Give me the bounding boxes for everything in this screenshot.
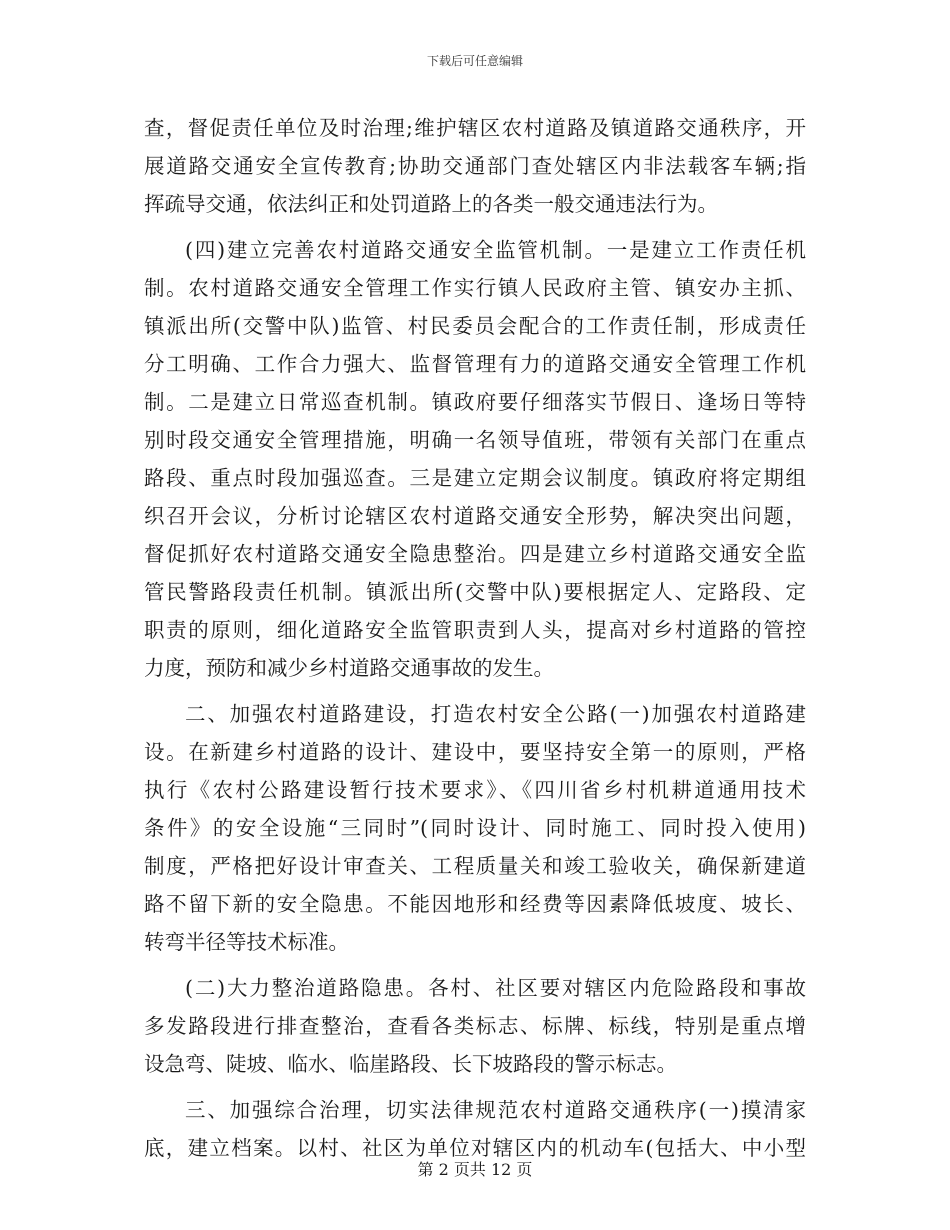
text-line: 设急弯、陡坡、临水、临崖路段、长下坡路段的警示标志。 — [144, 1052, 677, 1076]
document-body — [144, 109, 806, 1167]
text-line: 织召开会议，分析讨论辖区农村道路交通安全形势，解决突出问题， — [144, 504, 806, 528]
paragraph — [144, 1091, 806, 1167]
text-line: 制。农村道路交通安全管理工作实行镇人民政府主管、镇安办主抓、 — [144, 276, 806, 300]
text-line: 设。在新建乡村道路的设计、建设中，要坚持安全第一的原则，严格 — [144, 740, 806, 764]
text-line: 职责的原则，细化道路安全监管职责到人头，提高对乡村道路的管控 — [144, 618, 806, 642]
page-header: 下载后可任意编辑 — [426, 54, 523, 68]
text-line: 分工明确、工作合力强大、监督管理有力的道路交通安全管理工作机 — [144, 352, 806, 376]
page-number: 第 2 页共 12 页 — [417, 1160, 533, 1179]
text-line: 执行《农村公路建设暂行技术要求》、《四川省乡村机耕道通用技术 — [144, 778, 806, 802]
paragraph — [144, 969, 806, 1083]
paragraph — [144, 695, 806, 961]
text-line: 镇派出所(交警中队)监管、村民委员会配合的工作责任制，形成责任 — [144, 314, 806, 338]
text-line: 多发路段进行排查整治，查看各类标志、标牌、标线，特别是重点增 — [144, 1014, 806, 1038]
text-line: 制。二是建立日常巡查机制。镇政府要仔细落实节假日、逢场日等特 — [144, 390, 806, 414]
text-line: 条件》的安全设施“三同时”(同时设计、同时施工、同时投入使用) — [144, 816, 806, 840]
paragraph — [144, 231, 806, 687]
text-line: (四)建立完善农村道路交通安全监管机制。一是建立工作责任机 — [185, 238, 806, 262]
text-line: 路段、重点时段加强巡查。三是建立定期会议制度。镇政府将定期组 — [144, 466, 806, 490]
text-line: 别时段交通安全管理措施，明确一名领导值班，带领有关部门在重点 — [144, 428, 806, 452]
text-line: 督促抓好农村道路交通安全隐患整治。四是建立乡村道路交通安全监 — [144, 542, 806, 566]
text-line: (二)大力整治道路隐患。各村、社区要对辖区内危险路段和事故 — [185, 976, 806, 1000]
text-line: 底，建立档案。以村、社区为单位对辖区内的机动车(包括大、中小型 — [144, 1136, 806, 1160]
text-line: 挥疏导交通，依法纠正和处罚道路上的各类一般交通违法行为。 — [144, 192, 718, 216]
text-line: 二、加强农村道路建设，打造农村安全公路(一)加强农村道路建 — [185, 702, 806, 726]
text-line: 三、加强综合治理，切实法律规范农村道路交通秩序(一)摸清家 — [185, 1098, 806, 1122]
paragraph — [144, 109, 806, 223]
text-line: 管民警路段责任机制。镇派出所(交警中队)要根据定人、定路段、定 — [144, 580, 806, 604]
text-line: 力度，预防和减少乡村道路交通事故的发生。 — [144, 656, 554, 680]
text-line: 展道路交通安全宣传教育;协助交通部门查处辖区内非法载客车辆;指 — [144, 154, 806, 178]
text-line: 转弯半径等技术标准。 — [144, 930, 349, 954]
text-line: 查，督促责任单位及时治理;维护辖区农村道路及镇道路交通秩序，开 — [144, 116, 806, 140]
text-line: 路不留下新的安全隐患。不能因地形和经费等因素降低坡度、坡长、 — [144, 892, 806, 916]
text-line: 制度，严格把好设计审查关、工程质量关和竣工验收关，确保新建道 — [144, 854, 806, 878]
